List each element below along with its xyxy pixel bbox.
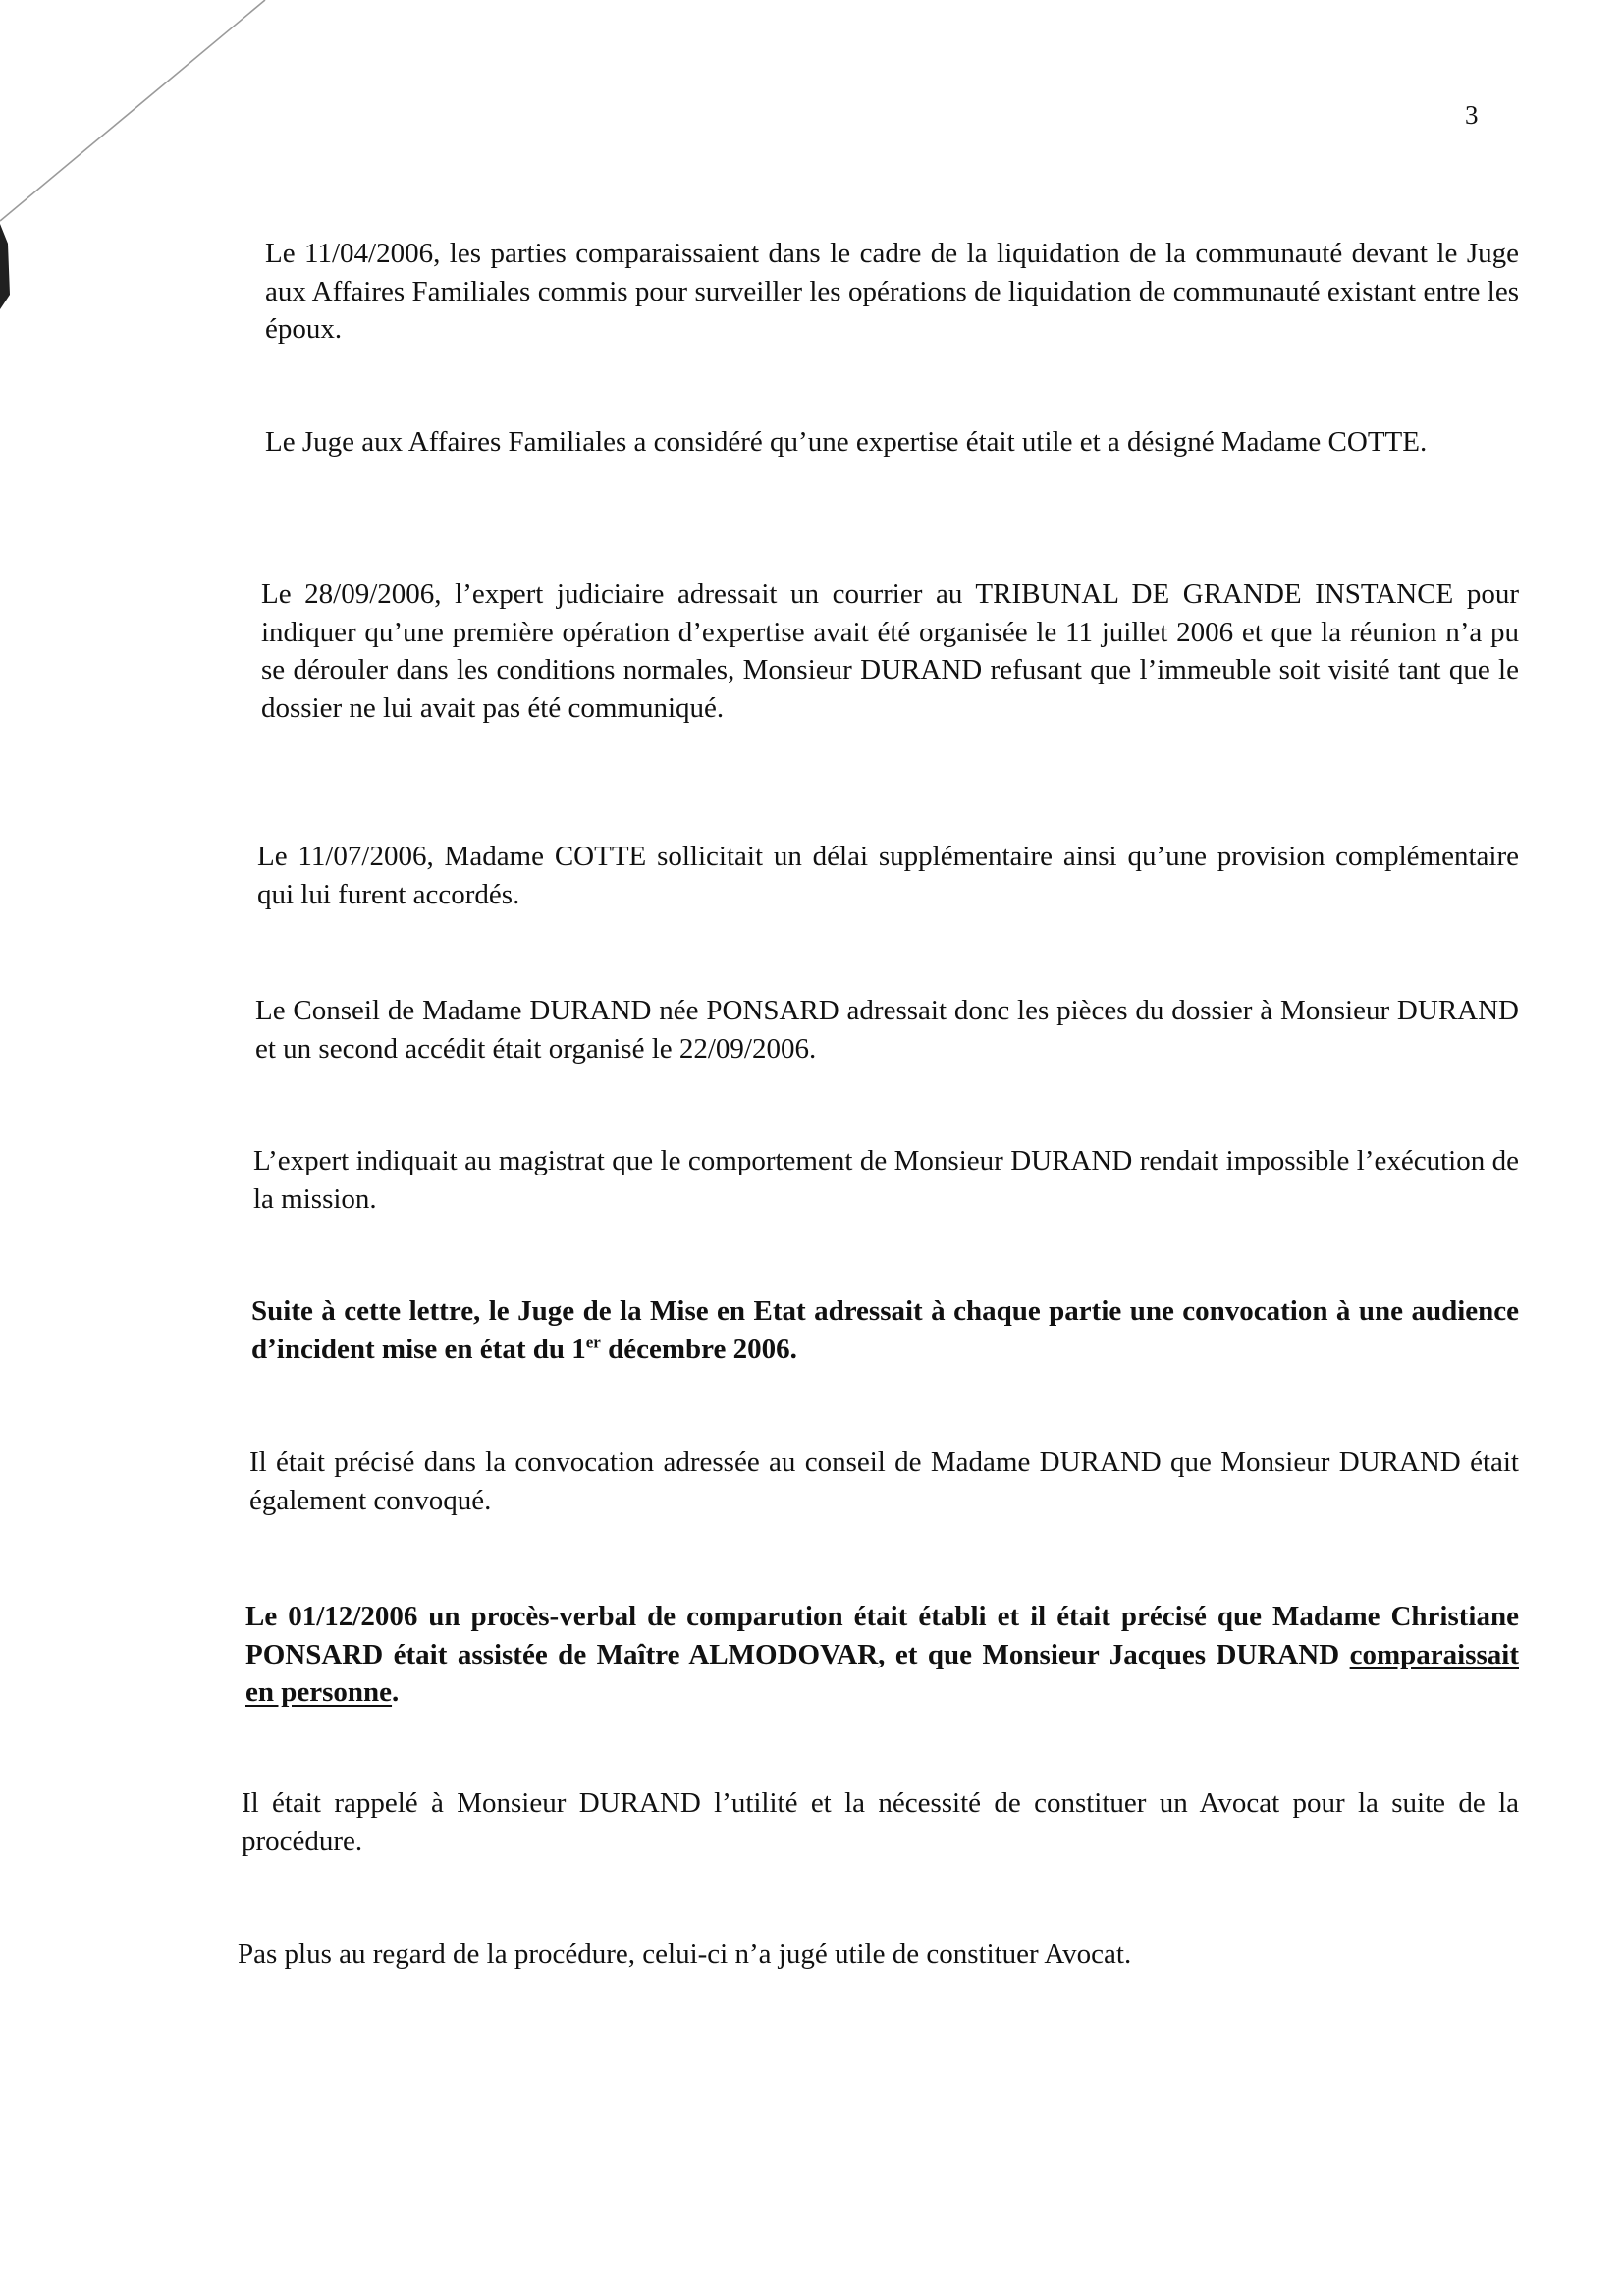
convocation-text: Suite à cette lettre, le Juge de la Mise en Etat adressait à chaque partie une convocation à une audience d’incident mise en état du 1 [251,1295,1519,1365]
paragraph-documents-sent: Le Conseil de Madame DURAND née PONSARD adressait donc les pièces du dossier à Monsieur DURAND et un second accédit était organisé le 22/09/2006. [255,995,1519,1065]
paragraph-additional-delay: Le 11/07/2006, Madame COTTE sollicitait un délai supplémentaire ainsi qu’une provision complémentaire qui lui furent accordés. [257,841,1519,910]
convocation-text-end: décembre 2006. [600,1333,797,1365]
proces-verbal-underlined: comparaissait en personne [245,1638,1519,1708]
paragraph-expert-letter: Le 28/09/2006, l’expert judiciaire adressait un courrier au TRIBUNAL DE GRANDE INSTANCE pour indiquer qu’une première opération d’expertise avait été organisée le 11 juillet 2006 et que la réunion n’a pu se dérouler dans les conditions normales, Monsieur DURAND refusant que l’immeuble soit visité tant que le dossier ne lui avait pas été communiqué. [261,578,1519,724]
paragraph-lawyer-reminder: Il était rappelé à Monsieur DURAND l’utilité et la nécessité de constituer un Avocat pour la suite de la procédure. [242,1787,1519,1857]
paragraph-no-lawyer: Pas plus au regard de la procédure, celui-ci n’a jugé utile de constituer Avocat. [238,1939,1132,1970]
paragraph-proces-verbal [245,1598,1519,1712]
paragraph-hearing-liquidation: Le 11/04/2006, les parties comparaissaient dans le cadre de la liquidation de la communauté devant le Juge aux Affaires Familiales commis pour surveiller les opérations de liquidation de communauté existant entre les époux. [265,238,1519,345]
page-number: 3 [1465,100,1479,130]
paragraph-convocation [251,1292,1519,1368]
convocation-superscript: er [585,1332,601,1351]
paragraph-mission-impossible: L’expert indiquait au magistrat que le comportement de Monsieur DURAND rendait impossible l’exécution de la mission. [253,1145,1519,1215]
paragraph-expertise-designation: Le Juge aux Affaires Familiales a considéré qu’une expertise était utile et a désigné Madame COTTE. [265,426,1428,458]
proces-verbal-text-end: . [392,1676,400,1708]
proces-verbal-text: Le 01/12/2006 un procès-verbal de comparution était établi et il était précisé que Madame Christiane PONSARD était assistée de Maître ALMODOVAR, et que Monsieur Jacques DURAND [245,1601,1519,1670]
paragraph-convocation-precision: Il était précisé dans la convocation adressée au conseil de Madame DURAND que Monsieur DURAND était également convoqué. [249,1447,1519,1516]
